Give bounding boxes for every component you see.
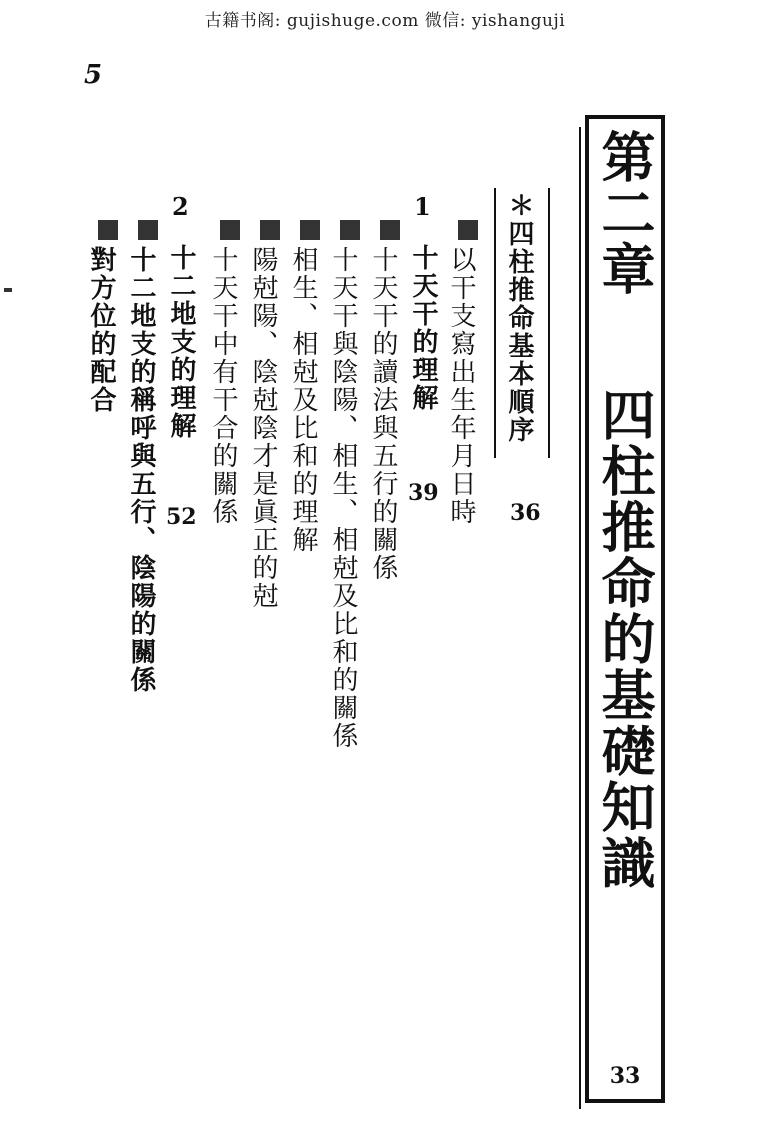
bullet-square-icon — [138, 220, 158, 240]
toc-entry-text: 陽尅陽、陰尅陰才是眞正的尅 — [248, 246, 278, 610]
toc-starred-page: 36 — [510, 500, 541, 526]
bullet-square-icon — [260, 220, 280, 240]
star-rule-right — [548, 188, 550, 458]
toc-entry-text: 十天干中有干合的關係 — [208, 246, 238, 526]
bullet-square-icon — [300, 220, 320, 240]
chapter-heading — [593, 129, 657, 891]
toc-entry[interactable] — [330, 220, 360, 750]
chapter-frame — [585, 115, 665, 1103]
chapter-page-number: 33 — [609, 1063, 641, 1089]
toc-entry[interactable] — [370, 220, 400, 582]
toc-entry-text: 十天干與陰陽、相生、相尅及比和的關係 — [328, 246, 358, 750]
bullet-square-icon — [340, 220, 360, 240]
bullet-square-icon — [220, 220, 240, 240]
bullet-square-icon — [458, 220, 478, 240]
toc-entry[interactable] — [290, 220, 320, 554]
toc-entry-text: 十天干的讀法與五行的關係 — [368, 246, 398, 582]
bullet-square-icon — [380, 220, 400, 240]
toc-entry-text: 對方位的配合 — [86, 246, 116, 414]
toc-section-2[interactable] — [168, 244, 194, 440]
toc-entry[interactable] — [88, 220, 118, 414]
toc-starred-entry[interactable] — [506, 192, 532, 444]
chapter-label: 第二章 — [593, 129, 657, 297]
toc-entry-text: 以干支寫出生年月日時 — [446, 246, 476, 526]
star-rule-left — [494, 188, 496, 458]
toc-entry[interactable] — [250, 220, 280, 610]
section-number: 2 — [172, 192, 189, 221]
corner-page-number: 5 — [84, 60, 103, 90]
toc-section-page: 52 — [166, 504, 197, 530]
toc-entry[interactable] — [448, 220, 478, 526]
watermark: 古籍书阁: gujishuge.com 微信: yishanguji — [204, 11, 566, 31]
toc-section-page: 39 — [408, 480, 439, 506]
toc-starred-text: ＊四柱推命基本順序 — [504, 192, 534, 444]
toc-section-1[interactable] — [410, 244, 436, 412]
margin-mark — [4, 288, 12, 292]
toc-entry[interactable] — [128, 220, 158, 694]
bullet-square-icon — [98, 220, 118, 240]
chapter-title: 四柱推命的基礎知識 — [593, 387, 657, 891]
toc-section-text: 十二地支的理解 — [166, 244, 196, 440]
toc-entry-text: 相生、相尅及比和的理解 — [288, 246, 318, 554]
section-number: 1 — [414, 192, 431, 221]
toc-section-text: 十天干的理解 — [408, 244, 438, 412]
toc-entry[interactable] — [210, 220, 240, 526]
toc-entry-text: 十二地支的稱呼與五行、陰陽的關係 — [126, 246, 156, 694]
